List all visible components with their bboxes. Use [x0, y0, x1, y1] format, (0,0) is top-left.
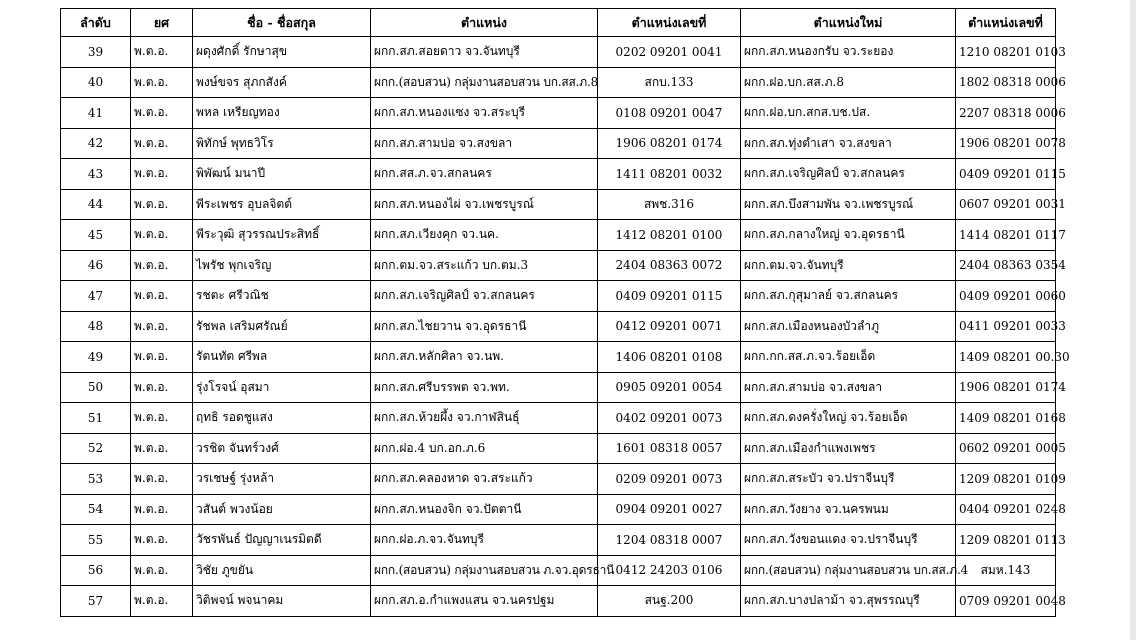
cell-no: 57 — [61, 586, 131, 617]
table-row — [61, 525, 1056, 556]
cell-position-no: สพช.316 — [598, 189, 741, 220]
table-row — [61, 342, 1056, 373]
cell-position: ผกก.ตม.จว.สระแก้ว บก.ตม.3 — [371, 250, 598, 281]
cell-rank: พ.ต.อ. — [131, 220, 193, 251]
cell-no: 44 — [61, 189, 131, 220]
table-row — [61, 128, 1056, 159]
cell-no: 45 — [61, 220, 131, 251]
table-row — [61, 250, 1056, 281]
cell-new-position-no: 1906 08201 0078 — [956, 128, 1056, 159]
cell-new-position-no: 1209 08201 0109 — [956, 464, 1056, 495]
cell-no: 56 — [61, 555, 131, 586]
cell-name: รัชพล เสริมศรัณย์ — [193, 311, 371, 342]
cell-name: รัตนทัต ศรีพล — [193, 342, 371, 373]
cell-no: 43 — [61, 159, 131, 190]
cell-name: วสันต์ พวงน้อย — [193, 494, 371, 525]
cell-new-position-no: 0411 09201 0033 — [956, 311, 1056, 342]
cell-new-position-no: 1414 08201 0117 — [956, 220, 1056, 251]
cell-no: 55 — [61, 525, 131, 556]
cell-position-no: 1412 08201 0100 — [598, 220, 741, 251]
header-name: ชื่อ - ชื่อสกุล — [193, 9, 371, 37]
cell-position-no: สนฐ.200 — [598, 586, 741, 617]
cell-name: วิชัย ภูขยัน — [193, 555, 371, 586]
cell-name: รชตะ ศรีวณิช — [193, 281, 371, 312]
cell-position-no: 1406 08201 0108 — [598, 342, 741, 373]
cell-position: ผกก.สภ.สามบ่อ จว.สงขลา — [371, 128, 598, 159]
cell-new-position: ผกก.สภ.บึงสามพัน จว.เพชรบูรณ์ — [741, 189, 956, 220]
cell-position: ผกก.ฝอ.ภ.จว.จันทบุรี — [371, 525, 598, 556]
cell-rank: พ.ต.อ. — [131, 342, 193, 373]
cell-new-position: ผกก.ตม.จว.จันทบุรี — [741, 250, 956, 281]
cell-new-position-no: 2404 08363 0354 — [956, 250, 1056, 281]
header-rank: ยศ — [131, 9, 193, 37]
cell-rank: พ.ต.อ. — [131, 494, 193, 525]
cell-position: ผกก.สภ.ไชยวาน จว.อุดรธานี — [371, 311, 598, 342]
cell-new-position: ผกก.สภ.หนองกรับ จว.ระยอง — [741, 37, 956, 68]
cell-rank: พ.ต.อ. — [131, 281, 193, 312]
cell-position-no: สกบ.133 — [598, 67, 741, 98]
cell-new-position-no: 0409 09201 0060 — [956, 281, 1056, 312]
cell-position-no: 1601 08318 0057 — [598, 433, 741, 464]
cell-position: ผกก.สภ.สอยดาว จว.จันทบุรี — [371, 37, 598, 68]
table-body — [61, 37, 1070, 617]
cell-no: 42 — [61, 128, 131, 159]
cell-new-position: ผกก.สภ.สามบ่อ จว.สงขลา — [741, 372, 956, 403]
cell-position-no: 0904 09201 0027 — [598, 494, 741, 525]
cell-position: ผกก.สภ.ศรีบรรพต จว.พท. — [371, 372, 598, 403]
cell-new-position-no: สมห.143 — [956, 555, 1056, 586]
cell-position: ผกก.สภ.หนองไผ่ จว.เพชรบูรณ์ — [371, 189, 598, 220]
cell-new-position: ผกก.สภ.สระบัว จว.ปราจีนบุรี — [741, 464, 956, 495]
cell-position-no: 0905 09201 0054 — [598, 372, 741, 403]
cell-rank: พ.ต.อ. — [131, 250, 193, 281]
cell-position-no: 1906 08201 0174 — [598, 128, 741, 159]
cell-new-position-no: 0607 09201 0031 — [956, 189, 1056, 220]
cell-new-position: ผกก.สภ.เมืองกำแพงเพชร — [741, 433, 956, 464]
table-row — [61, 586, 1056, 617]
table-row — [61, 464, 1056, 495]
cell-no: 40 — [61, 67, 131, 98]
cell-name: พีระวุฒิ สุวรรณประสิทธิ์ — [193, 220, 371, 251]
cell-name: พหล เหรียญทอง — [193, 98, 371, 129]
table-row — [61, 159, 1056, 190]
cell-new-position: ผกก.สภ.กลางใหญ่ จว.อุดรธานี — [741, 220, 956, 251]
cell-rank: พ.ต.อ. — [131, 159, 193, 190]
cell-new-position: ผกก.สภ.ดงครั่งใหญ่ จว.ร้อยเอ็ด — [741, 403, 956, 434]
table-row — [61, 433, 1056, 464]
cell-rank: พ.ต.อ. — [131, 189, 193, 220]
cell-new-position-no: 0709 09201 0048 — [956, 586, 1056, 617]
cell-rank: พ.ต.อ. — [131, 586, 193, 617]
cell-name: ผดุงศักดิ์ รักษาสุข — [193, 37, 371, 68]
cell-position-no: 2404 08363 0072 — [598, 250, 741, 281]
cell-name: วิติพจน์ พจนาคม — [193, 586, 371, 617]
cell-new-position-no: 1802 08318 0006 — [956, 67, 1056, 98]
cell-rank: พ.ต.อ. — [131, 464, 193, 495]
cell-rank: พ.ต.อ. — [131, 67, 193, 98]
cell-no: 51 — [61, 403, 131, 434]
table-row — [61, 37, 1056, 68]
cell-position: ผกก.สภ.หนองจิก จว.ปัตตานี — [371, 494, 598, 525]
cell-new-position: ผกก.สภ.ทุ่งตำเสา จว.สงขลา — [741, 128, 956, 159]
cell-name: วรเชษฐ์ รุ่งหล้า — [193, 464, 371, 495]
table-row — [61, 189, 1056, 220]
table-row — [61, 494, 1056, 525]
cell-new-position-no: 0409 09201 0115 — [956, 159, 1056, 190]
cell-position-no: 0409 09201 0115 — [598, 281, 741, 312]
cell-no: 49 — [61, 342, 131, 373]
cell-position: ผกก.สส.ภ.จว.สกลนคร — [371, 159, 598, 190]
header-new-position-no: ตำแหน่งเลขที่ — [956, 9, 1056, 37]
cell-rank: พ.ต.อ. — [131, 128, 193, 159]
cell-rank: พ.ต.อ. — [131, 525, 193, 556]
cell-position: ผกก.สภ.เวียงคุก จว.นค. — [371, 220, 598, 251]
cell-name: พิทักษ์ พุทธวิโร — [193, 128, 371, 159]
cell-name: พีระเพชร อุบลจิตต์ — [193, 189, 371, 220]
cell-name: พงษ์ขจร สุภกสังค์ — [193, 67, 371, 98]
cell-position: ผกก.สภ.เจริญศิลป์ จว.สกลนคร — [371, 281, 598, 312]
table-header — [61, 9, 1056, 37]
table-row — [61, 311, 1056, 342]
cell-position-no: 1411 08201 0032 — [598, 159, 741, 190]
cell-position: ผกก.ฝอ.4 บก.อก.ภ.6 — [371, 433, 598, 464]
cell-no: 52 — [61, 433, 131, 464]
cell-name: ไพรัช พุกเจริญ — [193, 250, 371, 281]
cell-position-no: 0209 09201 0073 — [598, 464, 741, 495]
table-row — [61, 220, 1056, 251]
cell-position: ผกก.สภ.หนองแซง จว.สระบุรี — [371, 98, 598, 129]
cell-position: ผกก.สภ.หลักศิลา จว.นพ. — [371, 342, 598, 373]
cell-new-position: ผกก.สภ.กุสุมาลย์ จว.สกลนคร — [741, 281, 956, 312]
cell-new-position-no: 0404 09201 0248 — [956, 494, 1056, 525]
cell-name: วรชิต จันทร์วงศ์ — [193, 433, 371, 464]
cell-rank: พ.ต.อ. — [131, 311, 193, 342]
cell-rank: พ.ต.อ. — [131, 433, 193, 464]
cell-no: 54 — [61, 494, 131, 525]
cell-position: ผกก.(สอบสวน) กลุ่มงานสอบสวน ภ.จว.อุดรธานี — [371, 555, 598, 586]
cell-new-position-no: 1409 08201 00.30 — [956, 342, 1056, 373]
cell-name: รุ่งโรจน์ อุสมา — [193, 372, 371, 403]
table-row — [61, 403, 1056, 434]
cell-new-position: ผกก.สภ.วังยาง จว.นครพนม — [741, 494, 956, 525]
header-position: ตำแหน่ง — [371, 9, 598, 37]
cell-new-position-no: 1210 08201 0103 — [956, 37, 1056, 68]
table-row — [61, 98, 1056, 129]
cell-no: 47 — [61, 281, 131, 312]
cell-position: ผกก.สภ.อ.กำแพงแสน จว.นครปฐม — [371, 586, 598, 617]
cell-new-position: ผกก.สภ.เจริญศิลป์ จว.สกลนคร — [741, 159, 956, 190]
cell-new-position: ผกก.ฝอ.บก.สส.ภ.8 — [741, 67, 956, 98]
cell-position-no: 0412 09201 0071 — [598, 311, 741, 342]
header-position-no: ตำแหน่งเลขที่ — [598, 9, 741, 37]
header-new-position: ตำแหน่งใหม่ — [741, 9, 956, 37]
cell-name: วัชรพันธ์ ปัญญาเนรมิตดี — [193, 525, 371, 556]
table-row — [61, 67, 1056, 98]
cell-rank: พ.ต.อ. — [131, 403, 193, 434]
cell-rank: พ.ต.อ. — [131, 555, 193, 586]
header-no: ลำดับ — [61, 9, 131, 37]
cell-position-no: 0412 24203 0106 — [598, 555, 741, 586]
cell-no: 50 — [61, 372, 131, 403]
cell-new-position: ผกก.กก.สส.ภ.จว.ร้อยเอ็ด — [741, 342, 956, 373]
cell-rank: พ.ต.อ. — [131, 372, 193, 403]
cell-position: ผกก.สภ.ห้วยผึ้ง จว.กาฬสินธุ์ — [371, 403, 598, 434]
cell-new-position-no: 2207 08318 0006 — [956, 98, 1056, 129]
cell-position-no: 0402 09201 0073 — [598, 403, 741, 434]
cell-new-position-no: 0602 09201 0005 — [956, 433, 1056, 464]
cell-name: ฤทธิ รอดชูแสง — [193, 403, 371, 434]
header-row — [61, 9, 1056, 37]
cell-new-position-no: 1906 08201 0174 — [956, 372, 1056, 403]
cell-position: ผกก.(สอบสวน) กลุ่มงานสอบสวน บก.สส.ภ.8 — [371, 67, 598, 98]
cell-no: 53 — [61, 464, 131, 495]
cell-new-position: ผกก.สภ.วังขอนแดง จว.ปราจีนบุรี — [741, 525, 956, 556]
cell-no: 41 — [61, 98, 131, 129]
cell-no: 39 — [61, 37, 131, 68]
cell-new-position-no: 1409 08201 0168 — [956, 403, 1056, 434]
cell-rank: พ.ต.อ. — [131, 37, 193, 68]
cell-new-position: ผกก.สภ.เมืองหนองบัวลำภู — [741, 311, 956, 342]
cell-name: พิพัฒน์ มนาปี — [193, 159, 371, 190]
cell-no: 46 — [61, 250, 131, 281]
cell-new-position-no: 1209 08201 0113 — [956, 525, 1056, 556]
cell-position-no: 0202 09201 0041 — [598, 37, 741, 68]
table-row — [61, 372, 1056, 403]
cell-position-no: 1204 08318 0007 — [598, 525, 741, 556]
table-row — [61, 281, 1056, 312]
cell-new-position: ผกก.ฝอ.บก.สกส.บช.ปส. — [741, 98, 956, 129]
cell-position-no: 0108 09201 0047 — [598, 98, 741, 129]
cell-new-position: ผกก.สภ.บางปลาม้า จว.สุพรรณบุรี — [741, 586, 956, 617]
table-row — [61, 555, 1056, 586]
page-edge — [1130, 0, 1136, 640]
cell-rank: พ.ต.อ. — [131, 98, 193, 129]
transfer-roster-table — [60, 8, 1070, 617]
cell-position: ผกก.สภ.คลองหาด จว.สระแก้ว — [371, 464, 598, 495]
cell-new-position: ผกก.(สอบสวน) กลุ่มงานสอบสวน บก.สส.ภ.4 — [741, 555, 956, 586]
cell-no: 48 — [61, 311, 131, 342]
